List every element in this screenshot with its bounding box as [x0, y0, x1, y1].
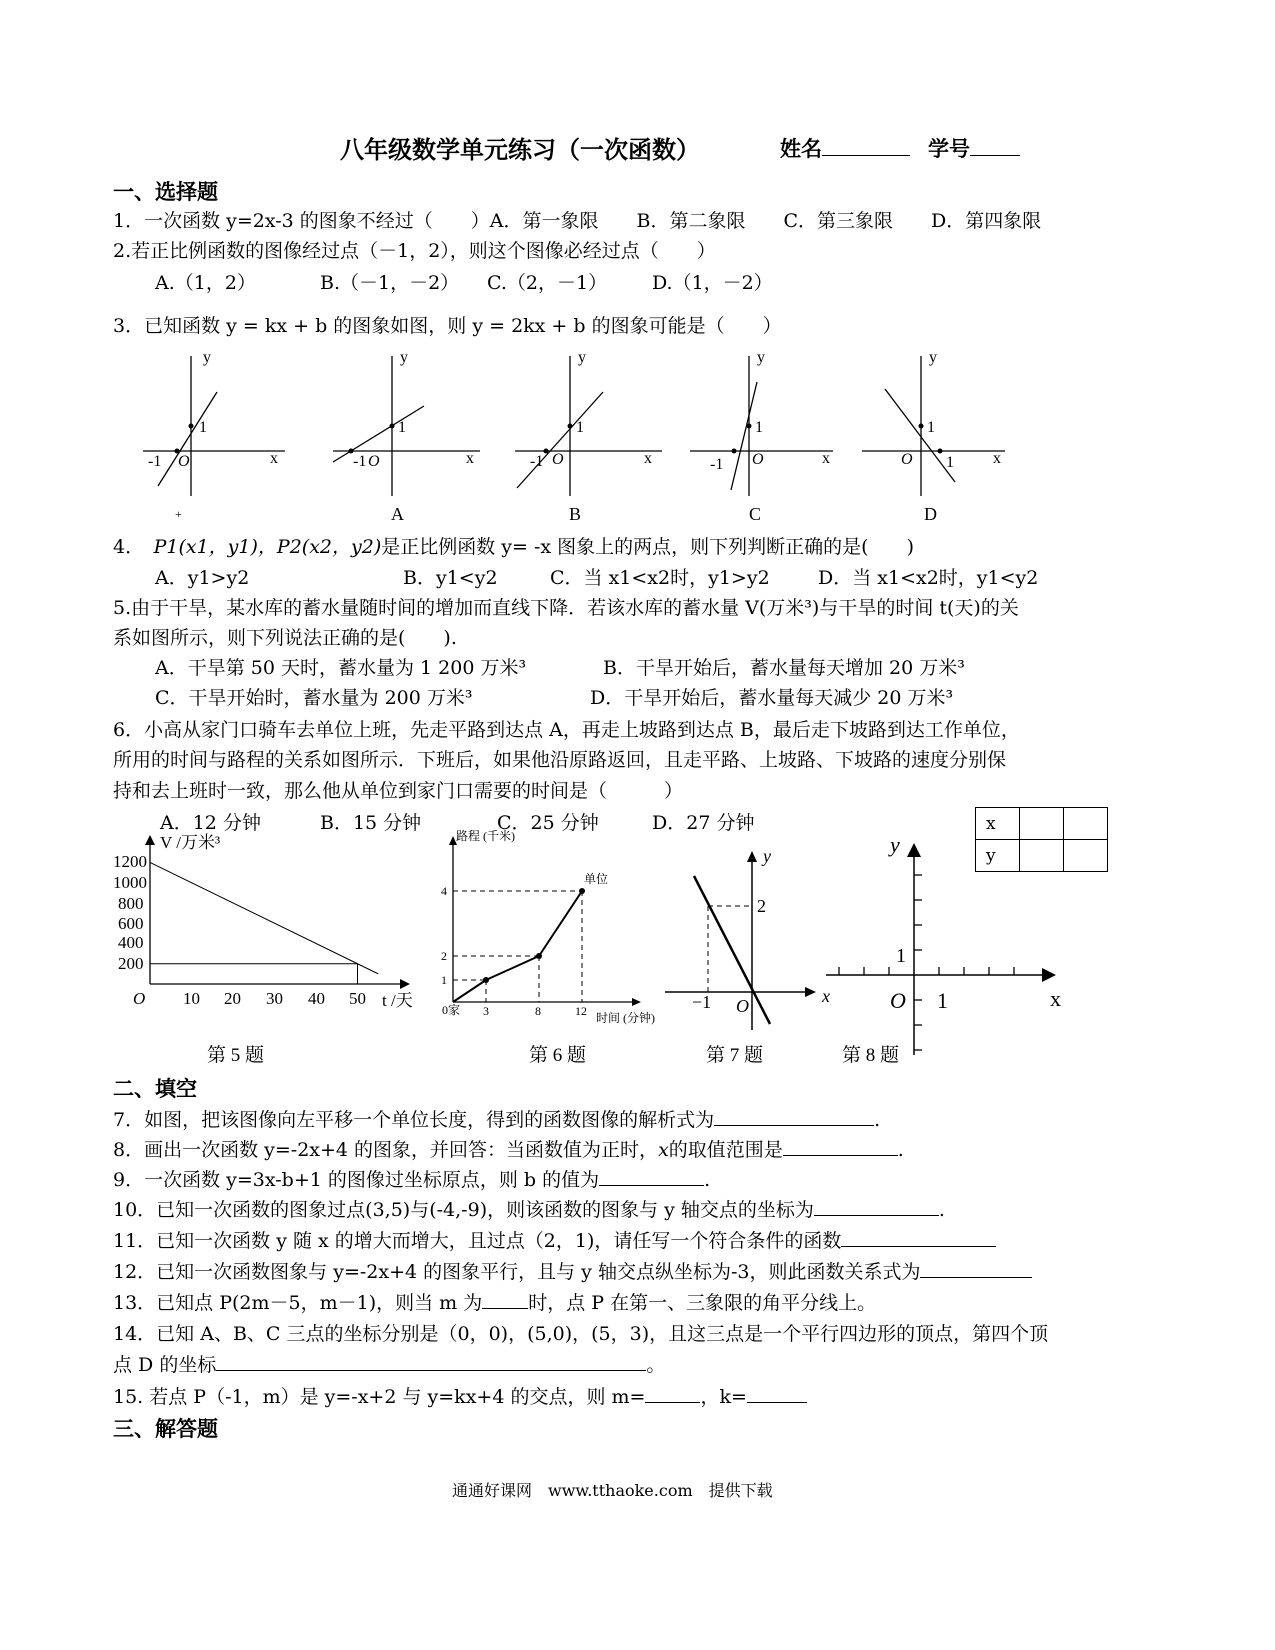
q15: 15. 若点 P（-1，m）是 y=-x+2 与 y=kx+4 的交点，则 m= ，k= — [113, 1384, 807, 1409]
q2: 2.若正比例函数的图像经过点（－1，2），则这个图像必经过点（ ） — [113, 240, 716, 262]
svg-text:1: 1 — [927, 419, 935, 436]
q6-line2: 所用的时间与路程的关系如图所示．下班后，如果他沿原路返回，且走平路、上坡路、下坡路的速度分别保 — [113, 749, 1007, 771]
q13: 13．已知点 P(2m－5，m－1)，则当 m 为 时，点 P 在第一、三象限的角平分线上。 — [113, 1292, 877, 1314]
svg-text:x: x — [822, 450, 830, 467]
svg-text:x: x — [466, 450, 474, 467]
q4-option-a: A．y1>y2 — [155, 567, 250, 589]
svg-text:1: 1 — [576, 419, 584, 436]
fig7-two: 2 — [757, 896, 766, 916]
xy-table-y-header: y — [976, 840, 1020, 872]
svg-text:O: O — [178, 453, 190, 470]
fig5-ytick: 1200 — [113, 852, 147, 871]
fig7-neg-one: −1 — [692, 992, 712, 1012]
svg-text:y: y — [929, 349, 937, 366]
q9: 9．一次函数 y=3x-b+1 的图像过坐标原点，则 b 的值为 . — [113, 1169, 711, 1191]
fig5-ytick: 600 — [118, 914, 144, 933]
fig5-ytick: 800 — [118, 894, 144, 913]
q3-option-c-label: C — [749, 504, 762, 524]
svg-text:x: x — [644, 450, 652, 467]
svg-text:1: 1 — [946, 454, 954, 471]
fig6-home-label: 0家 — [442, 1003, 461, 1017]
svg-text:-1: -1 — [148, 453, 162, 470]
svg-text:+: + — [175, 507, 182, 521]
q5-line1: 5.由于干旱，某水库的蓄水量随时间的增加而直线下降．若该水库的蓄水量 V(万米³)与干旱的时间 t(天)的关 — [113, 597, 1019, 619]
section-answer-title: 三、解答题 — [113, 1417, 218, 1441]
svg-text:y: y — [757, 349, 765, 366]
q5-option-b: B．干旱开始后，蓄水量每天增加 20 万米³ — [603, 657, 965, 679]
name-label: 姓名 — [780, 133, 910, 163]
fig6-point-label: 单位 — [584, 872, 609, 886]
q4: 4． P1(x1，y1)，P2(x2，y2)是正比例函数 y= -x 图象上的两点，则下列判断正确的是( ) — [113, 536, 914, 558]
fig5-xtick: 30 — [266, 989, 283, 1008]
fig8-ylabel: y — [890, 832, 900, 857]
q3-option-a-label: A — [391, 504, 404, 524]
fig8-one-y: 1 — [896, 945, 906, 967]
q5-option-d: D．干旱开始后，蓄水量每天减少 20 万米³ — [590, 687, 954, 709]
fig7-caption: 第 7 题 — [706, 1045, 764, 1066]
q6-option-d: D．27 分钟 — [652, 812, 755, 834]
svg-text:-1: -1 — [710, 456, 724, 473]
svg-text:O: O — [752, 451, 764, 468]
fig7-origin: O — [736, 996, 749, 1016]
q8: 8．画出一次函数 y=-2x+4 的图象，并回答：当函数值为正时，x的取值范围是 . — [113, 1139, 904, 1161]
fig8-xlabel: x — [1050, 986, 1061, 1011]
svg-text:x: x — [270, 450, 278, 467]
fig6-ytick: 4 — [441, 884, 447, 898]
svg-text:-1: -1 — [530, 453, 544, 470]
fig5-ytick: 400 — [118, 933, 144, 952]
q3-option-d-label: D — [924, 504, 937, 524]
fig6-ytick: 2 — [441, 949, 447, 963]
fig8-origin: O — [890, 988, 906, 1013]
fig6-xtick: 12 — [575, 1004, 587, 1018]
q14-line2: 点 D 的坐标 。 — [113, 1354, 666, 1376]
svg-text:y: y — [400, 349, 408, 366]
svg-text:1: 1 — [755, 419, 763, 436]
q11: 11．已知一次函数 y 随 x 的增大而增大，且过点（2，1)，请任写一个符合条件的函数 — [113, 1228, 996, 1253]
q1: 1．一次函数 y=2x-3 的图象不经过（ ）A．第一象限 B．第二象限 C．第三象限 D．第四象限 — [113, 210, 1042, 232]
fig5-origin: O — [133, 989, 146, 1008]
q3: 3．已知函数 y = kx + b 的图象如图，则 y = 2kx + b 的图象可能是（ ） — [113, 315, 782, 337]
fig5-caption: 第 5 题 — [207, 1045, 265, 1066]
fig5-ylabel: V /万米³ — [160, 833, 221, 852]
q12: 12．已知一次函数图象与 y=-2x+4 的图象平行，且与 y 轴交点纵坐标为-3，则此函数关系式为 — [113, 1259, 1032, 1284]
svg-text:O: O — [552, 451, 564, 468]
q3-option-b-label: B — [569, 504, 582, 524]
fig5-xtick: 40 — [308, 989, 325, 1008]
q6-line1: 6．小高从家门口骑车去单位上班，先走平路到达点 A，再走上坡路到达点 B，最后走下坡路到达工作单位， — [113, 719, 1020, 741]
svg-text:O: O — [368, 453, 380, 470]
page-title: 八年级数学单元练习（一次函数） — [340, 136, 700, 164]
q4-option-b: B．y1<y2 — [403, 567, 498, 589]
q2-option-a: A.（1，2） — [155, 272, 256, 294]
q10: 10．已知一次函数的图象过点(3,5)与(-4,-9)，则该函数的图象与 y 轴交点的坐标为 . — [113, 1199, 945, 1221]
fig5-xtick: 10 — [183, 989, 200, 1008]
q14-line1: 14．已知 A、B、C 三点的坐标分别是（0，0)，(5,0)，(5，3)，且这三点是一个平行四边形的顶点，第四个顶 — [113, 1323, 1049, 1345]
footer: 通通好课网 www.tthaoke.com 提供下载 — [452, 1481, 773, 1500]
fig5-xtick: 50 — [349, 989, 366, 1008]
fig6-ytick: 1 — [441, 973, 447, 987]
q6-option-c: C．25 分钟 — [497, 812, 599, 834]
q6-option-a: A．12 分钟 — [160, 812, 261, 834]
svg-text:-1: -1 — [353, 453, 367, 470]
q5-line2: 系如图所示，则下列说法正确的是( ). — [113, 627, 457, 649]
fig6-ylabel: 路程 (千米) — [456, 829, 515, 843]
fig5-ytick: 200 — [118, 954, 144, 973]
fig5-xlabel: t /天 — [382, 991, 413, 1010]
q2-option-b: B.（－1，－2） — [320, 272, 460, 294]
svg-text:1: 1 — [398, 419, 406, 436]
svg-text:O: O — [901, 451, 913, 468]
svg-text:y: y — [578, 349, 586, 366]
fig6-xtick: 8 — [535, 1004, 541, 1018]
section-choice-title: 一、选择题 — [113, 180, 218, 204]
q3-graph0-y-label: y — [203, 349, 211, 366]
q6-option-b: B．15 分钟 — [320, 812, 422, 834]
id-label: 学号 — [928, 133, 1020, 163]
q5-option-c: C．干旱开始时，蓄水量为 200 万米³ — [155, 687, 473, 709]
fig5-ytick: 1000 — [113, 873, 147, 892]
fig6-xtick: 3 — [483, 1004, 489, 1018]
q5-option-a: A．干旱第 50 天时，蓄水量为 1 200 万米³ — [155, 657, 527, 679]
fig5-xtick: 20 — [224, 989, 241, 1008]
fig8-one-x: 1 — [937, 988, 948, 1013]
xy-table — [975, 807, 1108, 872]
fig6-caption: 第 6 题 — [529, 1045, 587, 1066]
xy-table-x-header: x — [976, 808, 1020, 840]
fig8-caption: 第 8 题 — [842, 1045, 900, 1066]
section-fill-title: 二、填空 — [113, 1077, 197, 1101]
q7: 7．如图，把该图像向左平移一个单位长度，得到的函数图像的解析式为 . — [113, 1109, 881, 1131]
svg-text:x: x — [993, 450, 1001, 467]
q2-option-d: D.（1，－2） — [652, 272, 773, 294]
fig6-xlabel: 时间 (分钟) — [596, 1011, 655, 1025]
q4-option-c: C．当 x1<x2时，y1>y2 — [550, 567, 770, 589]
q2-option-c: C.（2，－1） — [487, 272, 608, 294]
svg-text:1: 1 — [199, 419, 207, 436]
q6-line3: 持和去上班时一致，那么他从单位到家门口需要的时间是（ ） — [113, 780, 684, 802]
fig7-xlabel: x — [822, 986, 830, 1006]
fig7-ylabel: y — [763, 846, 771, 866]
q4-option-d: D．当 x1<x2时，y1<y2 — [818, 567, 1039, 589]
